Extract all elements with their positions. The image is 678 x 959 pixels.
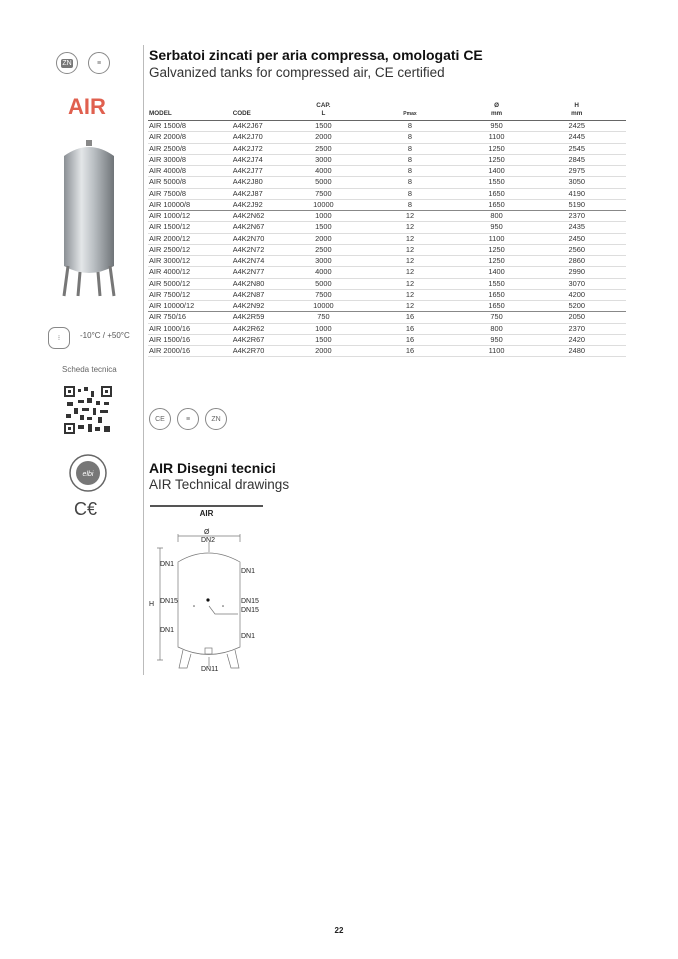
- cell-diameter: 800: [466, 211, 528, 222]
- cell-diameter: 1250: [466, 154, 528, 165]
- cell-model: AIR 2500/12: [148, 244, 232, 255]
- dn15-label: DN15: [160, 598, 178, 605]
- cell-code: A4K2J77: [232, 166, 293, 177]
- cell-height: 2370: [527, 323, 626, 334]
- cell-pressure: 16: [354, 334, 465, 345]
- cell-code: A4K2N92: [232, 301, 293, 312]
- cell-height: 5200: [527, 301, 626, 312]
- cell-model: AIR 1000/16: [148, 323, 232, 334]
- cell-height: 2990: [527, 267, 626, 278]
- cell-code: A4K2N72: [232, 244, 293, 255]
- cell-diameter: 1400: [466, 267, 528, 278]
- cell-pressure: 8: [354, 121, 465, 132]
- table-row: [148, 199, 626, 210]
- cell-height: 2545: [527, 143, 626, 154]
- table-row: [148, 301, 626, 312]
- col-capacity: [293, 102, 355, 121]
- col-model: MODEL: [148, 102, 232, 121]
- dn1-label: DN1: [241, 568, 256, 575]
- cell-pressure: 8: [354, 143, 465, 154]
- cell-capacity: 7500: [293, 289, 355, 300]
- cell-code: A4K2N62: [232, 211, 293, 222]
- warranty-seal-icon: [68, 453, 108, 493]
- table-row: [148, 188, 626, 199]
- cell-height: 2450: [527, 233, 626, 244]
- cell-height: 4190: [527, 188, 626, 199]
- cell-height: 2445: [527, 132, 626, 143]
- table-row: [148, 222, 626, 233]
- cell-diameter: 1650: [466, 199, 528, 210]
- cell-code: A4K2J67: [232, 121, 293, 132]
- page-title: Serbatoi zincati per aria compressa, omologati CE: [149, 47, 483, 63]
- qr-code[interactable]: [64, 386, 112, 434]
- cell-code: A4K2N87: [232, 289, 293, 300]
- cell-height: 2560: [527, 244, 626, 255]
- table-row: [148, 346, 626, 357]
- cell-pressure: 16: [354, 312, 465, 323]
- table-row: [148, 233, 626, 244]
- product-name: AIR: [68, 94, 106, 119]
- cell-diameter: 1400: [466, 166, 528, 177]
- cell-capacity: 4000: [293, 267, 355, 278]
- cell-capacity: 2000: [293, 233, 355, 244]
- col-diameter-label: Ø: [494, 102, 499, 109]
- cell-diameter: 1650: [466, 188, 528, 199]
- cell-pressure: 12: [354, 267, 465, 278]
- cell-pressure: 12: [354, 233, 465, 244]
- table-row: [148, 244, 626, 255]
- cell-model: AIR 1500/16: [148, 334, 232, 345]
- cell-code: A4K2N77: [232, 267, 293, 278]
- cell-diameter: 1250: [466, 244, 528, 255]
- cell-capacity: 1000: [293, 211, 355, 222]
- col-diameter-unit: mm: [490, 110, 503, 117]
- dn11-label: DN11: [201, 666, 219, 673]
- cell-code: A4K2R67: [232, 334, 293, 345]
- cell-code: A4K2R59: [232, 312, 293, 323]
- dn1-label: DN1: [160, 627, 175, 634]
- cell-diameter: 1650: [466, 301, 528, 312]
- datasheet-label: Scheda tecnica: [62, 365, 117, 374]
- cell-capacity: 3000: [293, 256, 355, 267]
- cell-model: AIR 10000/8: [148, 199, 232, 210]
- cell-model: AIR 1500/12: [148, 222, 232, 233]
- certification-icons: [149, 408, 227, 430]
- cell-pressure: 12: [354, 222, 465, 233]
- col-capacity-unit: L: [321, 110, 326, 117]
- table-row: [148, 334, 626, 345]
- col-height-unit: mm: [571, 110, 583, 117]
- cell-pressure: 12: [354, 256, 465, 267]
- cell-height: 2370: [527, 211, 626, 222]
- cell-model: AIR 3000/12: [148, 256, 232, 267]
- cell-model: AIR 2000/8: [148, 132, 232, 143]
- cell-diameter: 950: [466, 222, 528, 233]
- cell-model: AIR 7500/12: [148, 289, 232, 300]
- temperature-range: -10°C / +50°C: [80, 331, 130, 340]
- cell-pressure: 12: [354, 289, 465, 300]
- technical-drawing: [145, 522, 275, 682]
- cell-model: AIR 5000/8: [148, 177, 232, 188]
- cell-diameter: 1100: [466, 132, 528, 143]
- cell-pressure: 8: [354, 166, 465, 177]
- cell-capacity: 7500: [293, 188, 355, 199]
- cell-diameter: 950: [466, 121, 528, 132]
- cell-model: AIR 2000/16: [148, 346, 232, 357]
- cell-height: 2845: [527, 154, 626, 165]
- cell-height: 2860: [527, 256, 626, 267]
- zinc-coating-icon: ZN: [205, 408, 227, 430]
- cell-pressure: 12: [354, 244, 465, 255]
- cell-height: 2420: [527, 334, 626, 345]
- table-row: [148, 166, 626, 177]
- cell-diameter: 1650: [466, 289, 528, 300]
- col-capacity-label: CAP.: [316, 102, 331, 109]
- cell-diameter: 800: [466, 323, 528, 334]
- cell-capacity: 5000: [293, 278, 355, 289]
- cell-code: A4K2R62: [232, 323, 293, 334]
- cell-model: AIR 4000/8: [148, 166, 232, 177]
- page-subtitle: Galvanized tanks for compressed air, CE certified: [149, 65, 445, 80]
- cell-model: AIR 1500/8: [148, 121, 232, 132]
- cell-diameter: 1550: [466, 177, 528, 188]
- table-row: [148, 289, 626, 300]
- column-divider: [143, 45, 144, 675]
- col-height-label: H: [574, 102, 579, 109]
- cell-pressure: 8: [354, 199, 465, 210]
- cell-diameter: 750: [466, 312, 528, 323]
- col-height: [527, 102, 626, 121]
- col-pressure: Pmax: [354, 102, 465, 121]
- cell-diameter: 1100: [466, 233, 528, 244]
- table-row: [148, 211, 626, 222]
- cell-capacity: 1000: [293, 323, 355, 334]
- table-row: [148, 132, 626, 143]
- cell-code: A4K2N70: [232, 233, 293, 244]
- drawing-title: AIR: [199, 509, 214, 518]
- cell-height: 2975: [527, 166, 626, 177]
- cell-height: 3070: [527, 278, 626, 289]
- cell-diameter: 950: [466, 334, 528, 345]
- cell-capacity: 10000: [293, 301, 355, 312]
- cell-code: A4K2N67: [232, 222, 293, 233]
- cell-model: AIR 750/16: [148, 312, 232, 323]
- cell-pressure: 8: [354, 132, 465, 143]
- cell-capacity: 5000: [293, 177, 355, 188]
- table-row: [148, 121, 626, 132]
- cell-pressure: 12: [354, 301, 465, 312]
- cell-height: 3050: [527, 177, 626, 188]
- cell-capacity: 1500: [293, 121, 355, 132]
- drawings-title: AIR Disegni tecnici: [149, 460, 276, 476]
- dn2-label: DN2: [201, 537, 216, 544]
- table-row: [148, 323, 626, 334]
- table-row: [148, 267, 626, 278]
- cell-diameter: 1550: [466, 278, 528, 289]
- cell-model: AIR 2000/12: [148, 233, 232, 244]
- cell-code: A4K2J80: [232, 177, 293, 188]
- cell-capacity: 2500: [293, 244, 355, 255]
- cell-height: 2425: [527, 121, 626, 132]
- col-diameter: [466, 102, 528, 121]
- dn1-label: DN1: [241, 633, 256, 640]
- temperature-icon: ⁝: [48, 327, 70, 349]
- cell-capacity: 750: [293, 312, 355, 323]
- table-row: [148, 312, 626, 323]
- cell-height: 5190: [527, 199, 626, 210]
- cell-capacity: 2500: [293, 143, 355, 154]
- tank-photo: [58, 138, 120, 300]
- cell-diameter: 1250: [466, 256, 528, 267]
- cell-capacity: 1500: [293, 334, 355, 345]
- cell-code: A4K2R70: [232, 346, 293, 357]
- table-row: [148, 154, 626, 165]
- table-row: [148, 278, 626, 289]
- cell-height: 2435: [527, 222, 626, 233]
- dn1-label: DN1: [160, 561, 175, 568]
- col-code: CODE: [232, 102, 293, 121]
- cell-pressure: 16: [354, 346, 465, 357]
- cell-code: A4K2N74: [232, 256, 293, 267]
- cell-pressure: 8: [354, 177, 465, 188]
- cell-capacity: 1500: [293, 222, 355, 233]
- cell-pressure: 12: [354, 211, 465, 222]
- ce-mark-icon: C€: [74, 499, 98, 519]
- table-row: [148, 177, 626, 188]
- table-body: [148, 121, 626, 357]
- cell-capacity: 4000: [293, 166, 355, 177]
- page-number: 22: [334, 926, 344, 935]
- table-row: [148, 256, 626, 267]
- cell-model: AIR 2500/8: [148, 143, 232, 154]
- diameter-label: Ø: [204, 529, 210, 536]
- cell-pressure: 8: [354, 188, 465, 199]
- drawings-subtitle: AIR Technical drawings: [149, 477, 290, 492]
- cell-code: A4K2J72: [232, 143, 293, 154]
- drawing-rule: [150, 505, 263, 507]
- product-table: [148, 102, 626, 357]
- dn15-label: DN15: [241, 598, 259, 605]
- ce-icon: CE: [149, 408, 171, 430]
- zinc-badge: ZN: [62, 59, 72, 67]
- cell-model: AIR 3000/8: [148, 154, 232, 165]
- cell-height: 4200: [527, 289, 626, 300]
- zinc-tank-icon: [56, 52, 78, 74]
- cell-capacity: 2000: [293, 346, 355, 357]
- cell-pressure: 12: [354, 278, 465, 289]
- cell-capacity: 3000: [293, 154, 355, 165]
- cell-pressure: 8: [354, 154, 465, 165]
- cell-model: AIR 1000/12: [148, 211, 232, 222]
- cell-diameter: 1250: [466, 143, 528, 154]
- cell-code: A4K2J74: [232, 154, 293, 165]
- cell-code: A4K2N80: [232, 278, 293, 289]
- coil-icon: ≡: [88, 52, 110, 74]
- cell-height: 2050: [527, 312, 626, 323]
- svg-text:elbi: elbi: [82, 471, 94, 478]
- dn15-label: DN15: [241, 607, 259, 614]
- cell-code: A4K2J92: [232, 199, 293, 210]
- cell-capacity: 2000: [293, 132, 355, 143]
- cell-height: 2480: [527, 346, 626, 357]
- cell-diameter: 1100: [466, 346, 528, 357]
- cell-pressure: 16: [354, 323, 465, 334]
- cell-model: AIR 5000/12: [148, 278, 232, 289]
- cell-capacity: 10000: [293, 199, 355, 210]
- cell-model: AIR 7500/8: [148, 188, 232, 199]
- cell-code: A4K2J70: [232, 132, 293, 143]
- cell-code: A4K2J87: [232, 188, 293, 199]
- table-header: [148, 102, 626, 121]
- height-label: H: [149, 601, 155, 608]
- table-row: [148, 143, 626, 154]
- cell-model: AIR 4000/12: [148, 267, 232, 278]
- cell-model: AIR 10000/12: [148, 301, 232, 312]
- coil-icon: ≡: [177, 408, 199, 430]
